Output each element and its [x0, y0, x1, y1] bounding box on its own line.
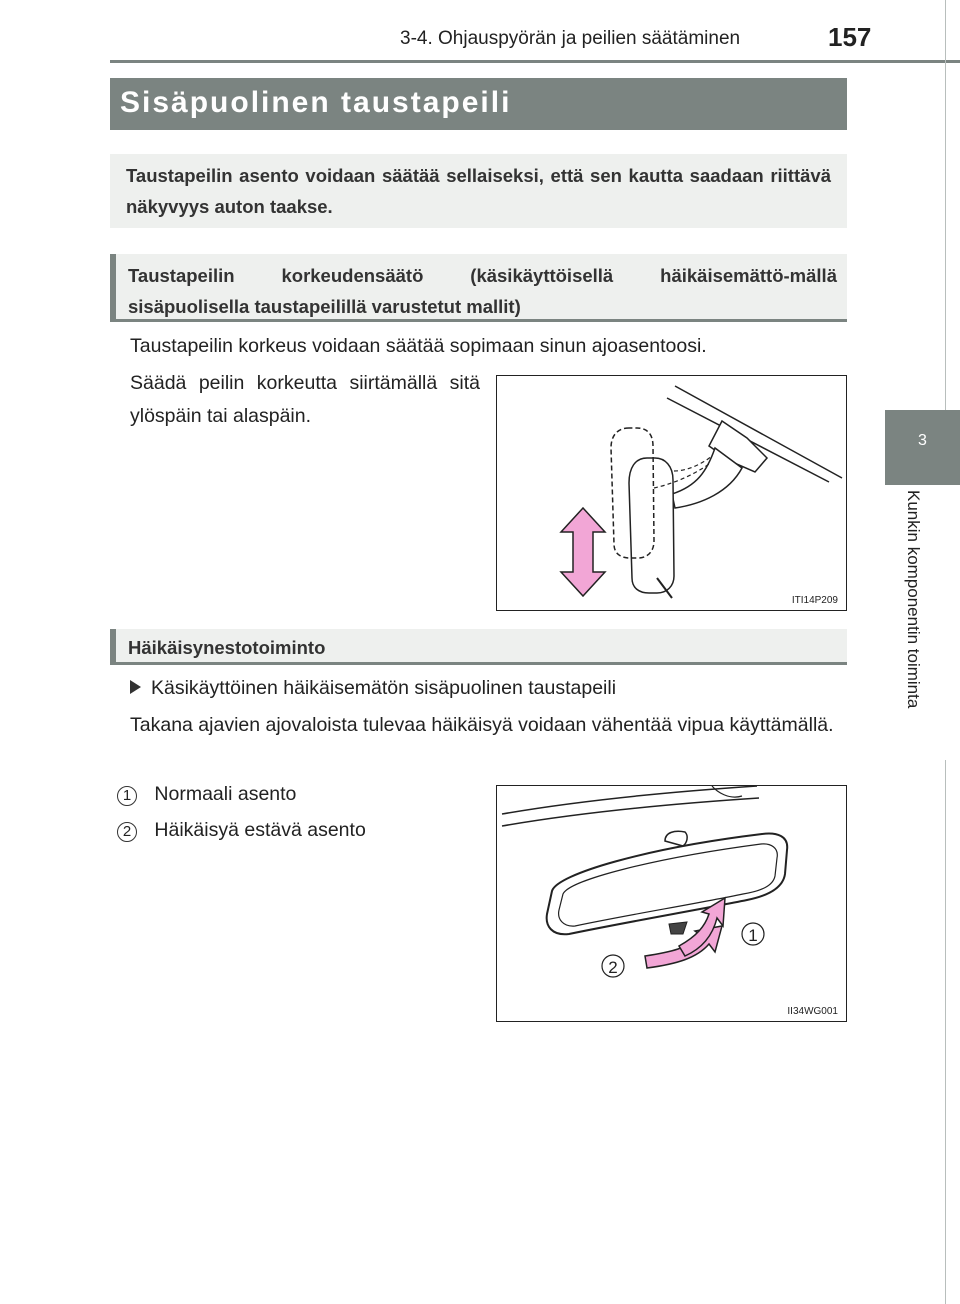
anti-glare-heading-box [110, 629, 847, 665]
chapter-tab-number: 3 [918, 432, 927, 449]
callout-2: 2 [608, 958, 618, 977]
chapter-tab [885, 410, 960, 485]
mirror-height-illustration [497, 376, 846, 610]
anti-glare-mirror-illustration [497, 786, 846, 1021]
anti-glare-text: Takana ajavien ajovaloista tulevaa häikäisyä voidaan vähentää vipua käyttämällä. [130, 714, 834, 736]
header-rule [110, 60, 960, 63]
item-label: Häikäisyä estävä asento [154, 819, 366, 841]
page-number: 157 [828, 22, 872, 52]
section-title: Sisäpuolinen taustapeili [120, 86, 512, 119]
height-adjust-text: Taustapeilin korkeus voidaan säätää sopimaan sinun ajoasentoosi. [130, 335, 707, 357]
anti-glare-figure [496, 785, 847, 1022]
height-adjust-heading-box [110, 254, 847, 322]
side-divider-top [945, 0, 946, 410]
figure-code: II34WG001 [787, 1006, 838, 1017]
list-item [117, 814, 366, 847]
side-divider-bottom [945, 760, 946, 1304]
chapter-title: 3-4. Ohjauspyörän ja peilien säätäminen [400, 28, 741, 49]
mirror-height-figure [496, 375, 847, 611]
height-adjust-heading: Taustapeilin korkeudensäätö (käsikäyttöisellä häikäisemättö-mällä sisäpuolisella taustapeilillä varustetut mallit) [128, 265, 837, 317]
height-adjust-instruction: Säädä peilin korkeutta siirtämällä sitä ylöspäin tai alaspäin. [130, 372, 480, 427]
intro-box [110, 154, 847, 228]
anti-glare-bullet: Käsikäyttöinen häikäisemätön sisäpuolinen taustapeili [151, 677, 617, 699]
anti-glare-bullet-row [130, 672, 616, 705]
item-number-badge: 2 [117, 822, 137, 842]
intro-text: Taustapeilin asento voidaan säätää sellaiseksi, että sen kautta saadaan riittävä näkyvyys auton taakse. [126, 165, 831, 217]
item-number-badge: 1 [117, 786, 137, 806]
bullet-arrow-icon [130, 680, 141, 694]
chapter-tab-label: Kunkin komponentin toiminta [904, 490, 923, 709]
anti-glare-heading: Häikäisynestotoiminto [128, 637, 326, 658]
list-item [117, 778, 296, 811]
callout-1: 1 [748, 926, 758, 945]
item-label: Normaali asento [154, 783, 297, 805]
figure-code: ITI14P209 [791, 595, 838, 606]
section-title-band [110, 78, 847, 130]
